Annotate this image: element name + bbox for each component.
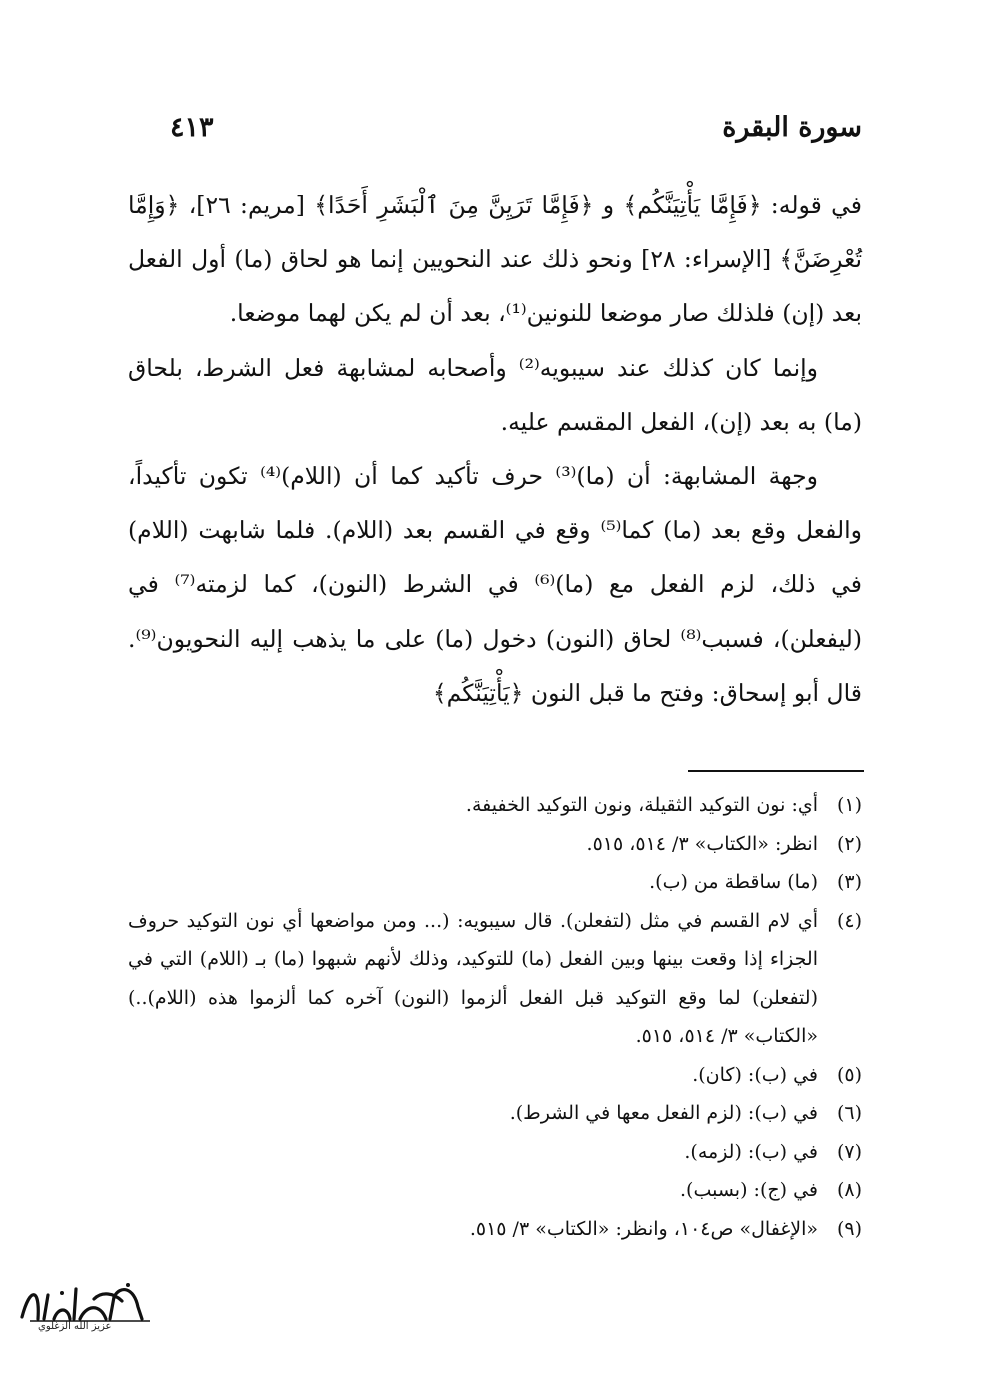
footnote-5 [128, 1056, 862, 1095]
footnote-number: (٥) [836, 1063, 862, 1086]
footnote-text: (ما) ساقطة من (ب). [649, 871, 818, 893]
footnote-8 [128, 1171, 862, 1210]
page-header [130, 112, 862, 152]
footnote-number: (٩) [836, 1217, 862, 1240]
footnote-text: أي: نون التوكيد الثقيلة، ونون التوكيد الخفيفة. [465, 794, 818, 816]
footnote-number: (٣) [836, 871, 862, 893]
footnote-number: (٨) [836, 1179, 862, 1201]
footnote-3 [128, 863, 862, 902]
page-number: ٤١٣ [170, 112, 214, 143]
footnote-text: في (ب): (لزمه). [684, 1140, 818, 1163]
footnote-1 [128, 786, 862, 825]
footnote-4 [128, 902, 862, 1056]
main-text [128, 178, 862, 720]
paragraph-3: وجهة المشابهة: أن (ما)⁽³⁾ حرف تأكيد كما أن (اللام)⁽⁴⁾ تكون تأكيداً، والفعل وقع بعد (ما) كما⁽⁵⁾ وقع في القسم بعد (اللام). فلما شابهت (اللام) في ذلك، لزم الفعل مع (ما)⁽⁶⁾ في الشرط (النون)، كما لزمته⁽⁷⁾ في (ليفعلن)، فسبب⁽⁸⁾ لحاق (النون) دخول (ما) على ما يذهب إليه النحويون⁽⁹⁾. قال أبو إسحاق: وفتح ما قبل النون ﴿يَأْتِيَنَّكُم﴾ [128, 462, 862, 707]
footnote-divider [688, 770, 864, 772]
surah-title: سورة البقرة [722, 112, 862, 143]
footnote-2 [128, 825, 862, 864]
footnote-6 [128, 1094, 862, 1133]
footnote-7 [128, 1133, 862, 1172]
footnote-number: (٧) [836, 1140, 862, 1163]
footnote-text: أي لام القسم في مثل (لتفعلن). قال سيبويه: (... ومن مواضعها أي نون التوكيد حروف الجزاء إذا وقعت بينها وبين الفعل (ما) للتوكيد، وذلك لأنهم شبهوا (ما) بـ (اللام) التي في (لتفعلن) لما وقع التوكيد قبل الفعل ألزموا (النون) آخره كما ألزموا هذه (اللام)..) «الكتاب» ٣/ ٥١٤، ٥١٥. [128, 909, 818, 1047]
footnote-number: (٢) [836, 832, 862, 855]
footnote-number: (٤) [836, 909, 862, 932]
footnotes [128, 786, 862, 1248]
footnote-text: انظر: «الكتاب» ٣/ ٥١٤، ٥١٥. [586, 832, 818, 855]
footnote-text: «الإغفال» ص١٠٤، وانظر: «الكتاب» ٣/ ٥١٥. [469, 1217, 818, 1240]
paragraph-1: في قوله: ﴿فَإِمَّا يَأْتِيَنَّكُم﴾ و ﴿فَإِمَّا تَرَيِنَّ مِنَ ٱلْبَشَرِ أَحَدًا﴾ [مريم: ٢٦]، ﴿وَإِمَّا تُعْرِضَنَّ﴾ [الإسراء: ٢٨] ونحو ذلك عند النحويين إنما هو لحاق (ما) أول الفعل بعد (إن) فلذلك صار موضعا للنونين⁽¹⁾، بعد أن لم يكن لهما موضعا. [128, 191, 862, 328]
paragraph-2: وإنما كان كذلك عند سيبويه⁽²⁾ وأصحابه لمشابهة فعل الشرط، بلحاق (ما) به بعد (إن)، الفعل المقسم عليه. [128, 353, 862, 436]
almustahim-logo-icon [10, 1277, 160, 1352]
footnote-number: (٦) [836, 1102, 862, 1124]
calligraphy-logo-icon [10, 1277, 160, 1352]
footnote-text: في (ج): (بسبب). [680, 1179, 818, 1201]
footnote-text: في (ب): (لزم الفعل معها في الشرط). [509, 1102, 818, 1124]
footnote-number: (١) [836, 794, 862, 816]
footnote-text: في (ب): (كان). [692, 1063, 818, 1086]
footnote-9 [128, 1210, 862, 1249]
logo-caption: عزيز الله الزغلوي [38, 1321, 112, 1332]
